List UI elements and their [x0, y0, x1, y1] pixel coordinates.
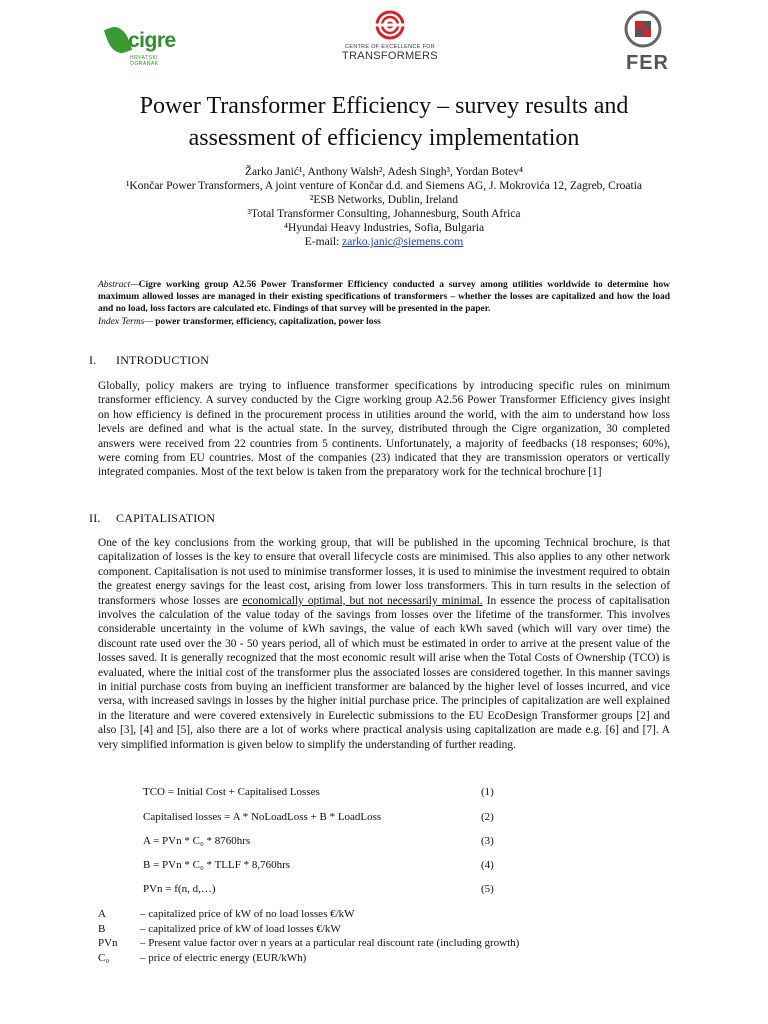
equation-number: (5) [481, 883, 494, 895]
definition-symbol: PVn [98, 937, 118, 949]
abstract-label: Abstract— [98, 280, 139, 290]
author-names: Žarko Janić¹, Anthony Walsh², Adesh Singh³, Yordan Botev⁴ [244, 166, 524, 178]
definition-row [98, 922, 670, 937]
section-number: II. [89, 511, 101, 525]
affiliation-1: ¹Končar Power Transformers, A joint venture of Končar d.d. and Siemens AG, J. Mokrovića 12, Zagreb, Croatia [125, 180, 643, 192]
section-heading-introduction [89, 353, 209, 368]
definition-symbol: C₀ [98, 951, 110, 964]
capitalisation-paragraph [98, 536, 670, 752]
fer-logo [622, 8, 668, 74]
spiral-icon [370, 10, 410, 40]
affiliation-3: ³Total Transformer Consulting, Johannesburg, South Africa [247, 208, 521, 220]
definition-row [98, 907, 670, 922]
definition-symbol: B [98, 922, 106, 935]
email-label: E-mail: [304, 236, 340, 248]
underlined-phrase: economically optimal, but not necessarily minimal. [242, 594, 483, 607]
paper-title [80, 90, 688, 154]
equation-number: (2) [481, 811, 494, 823]
email-line [80, 235, 688, 249]
affiliation-2: ²ESB Networks, Dublin, Ireland [309, 194, 459, 206]
section-heading-capitalisation [89, 511, 215, 526]
capitalisation-text-part-2: In essence the process of capitalisation involves the calculation of the value today of the savings from losses over the lifetime of the transformer. This involves considerable uncertainty in the volume of kWh savings, the value of each kWh saved (which will vary over time) the discount rate used over the 30 - 50 years period, all of which must be estimated in order to arrive at the present value of the losses saved. It is generally recognized that the most economic result will arise when the Total Costs of Ownership (TCO) is evaluated, where the initial cost of the transformer plus the associated losses are considered together. In this manner savings in initial purchase costs from buying an inefficient transformer are balanced by the higher level of losses incurred, and vice versa, with increased savings in losses by the higher initial purchase price. The principles of capitalization are well explained in the literature and were covered extensively in Eurelectic submissions to the EU EcoDesign Transformer groups [2] and also [3], [4] and [5], also there are a lot of works where practical analysis using capitalization are made e.g. [6] and [7]. A very simplified information is given below to simplify the understanding of further reading. [98, 594, 670, 751]
transformers-centre-logo [340, 10, 440, 72]
cet-logo-small-text: CENTRE OF EXCELLENCE FOR [344, 44, 436, 50]
title-line-2: assessment of efficiency implementation [188, 125, 580, 151]
introduction-paragraph: Globally, policy makers are trying to influence transformer specifications by introducing specific rules on minimum transformer efficiency. A survey conducted by the Cigre working group A2.56 Power Transformer Efficiency gives insight on how efficiency is defined in the procurement process in utilities around the world, with the aim to understand how loss levels are defined and what is the actual state. In the survey, distributed through the Cigre organization, 30 completed answers were received from 22 countries from 5 continents. Unfortunately, a majority of feedbacks (18 responses; 60%), were coming from EU countries. Most of the companies (23) indicated that they are transmission operators or vertically integrated companies. Most of the text below is taken from the preparatory work for the technical brochure [1] [98, 380, 670, 479]
definition-text: – Present value factor over n years at a particular real discount rate (including growth) [140, 937, 520, 949]
definition-text: – capitalized price of kW of no load losses €/kW [140, 908, 355, 920]
equation-2 [143, 811, 503, 823]
equation-expression: TCO = Initial Cost + Capitalised Losses [143, 786, 320, 798]
capitalisation-text-part-1: One of the key conclusions from the working group, that will be published in the upcoming Technical brochure, is that capitalization of losses is the key to ensure that overall lifecycle costs are minimised. This also applies to any other network component. Capitalisation is not used to minimise transformer losses, it is used to minimise the investment required to obtain the greatest energy savings for the least cost, arising from lower loss transformers. This in turn results in the selection of transformers whose losses are [98, 537, 670, 607]
definition-row [98, 936, 670, 951]
affiliation-4: ⁴Hyundai Heavy Industries, Sofia, Bulgaria [283, 222, 485, 234]
cigre-logo-text: cigre [128, 29, 176, 52]
cet-logo-big-text: TRANSFORMERS [342, 50, 438, 62]
definition-text: – price of electric energy (EUR/kWh) [140, 951, 307, 964]
email-link[interactable]: zarko.janic@siemens.com [342, 236, 464, 248]
cigre-logo-subtext: HRVATSKI OGRANAK [130, 55, 159, 67]
equation-3 [143, 835, 503, 847]
header-logos [0, 0, 768, 80]
index-terms-label: Index Terms— [98, 316, 153, 327]
title-line-1: Power Transformer Efficiency – survey results and [139, 93, 629, 119]
definition-row [98, 951, 670, 966]
abstract [98, 279, 670, 328]
cigre-logo [104, 12, 184, 72]
equation-1 [143, 786, 503, 798]
equation-5 [143, 883, 503, 895]
abstract-text: Cigre working group A2.56 Power Transformer Efficiency conducted a survey among utilities worldwide to determine how maximum allowed losses are managed in their existing specifications of transformers – whether the losses are capitalized and how the load and no load, loss factors are calculated etc. Findings of that survey will be presented in the paper. [98, 280, 670, 315]
section-title: CAPITALISATION [116, 511, 216, 525]
section-title: INTRODUCTION [116, 353, 210, 367]
definition-symbol: A [98, 908, 106, 920]
definitions-list [98, 907, 670, 965]
fer-emblem-icon [622, 8, 664, 50]
equation-4 [143, 859, 503, 871]
index-terms-text: power transformer, efficiency, capitalization, power loss [152, 316, 381, 327]
equation-expression: Capitalised losses = A * NoLoadLoss + B * LoadLoss [143, 811, 382, 823]
author-block [80, 165, 688, 249]
fer-logo-text: FER [626, 52, 669, 74]
equation-expression: PVn = f(n, d,…) [143, 883, 216, 895]
equation-number: (3) [481, 835, 494, 847]
definition-text: – capitalized price of kW of load losses €/kW [140, 922, 341, 935]
section-number: I. [89, 353, 97, 367]
equation-number: (1) [481, 786, 494, 798]
equation-expression: A = PVn * C₀ * 8760hrs [143, 835, 251, 847]
equation-expression: B = PVn * C₀ * TLLF * 8,760hrs [143, 859, 291, 871]
equation-number: (4) [481, 859, 494, 871]
